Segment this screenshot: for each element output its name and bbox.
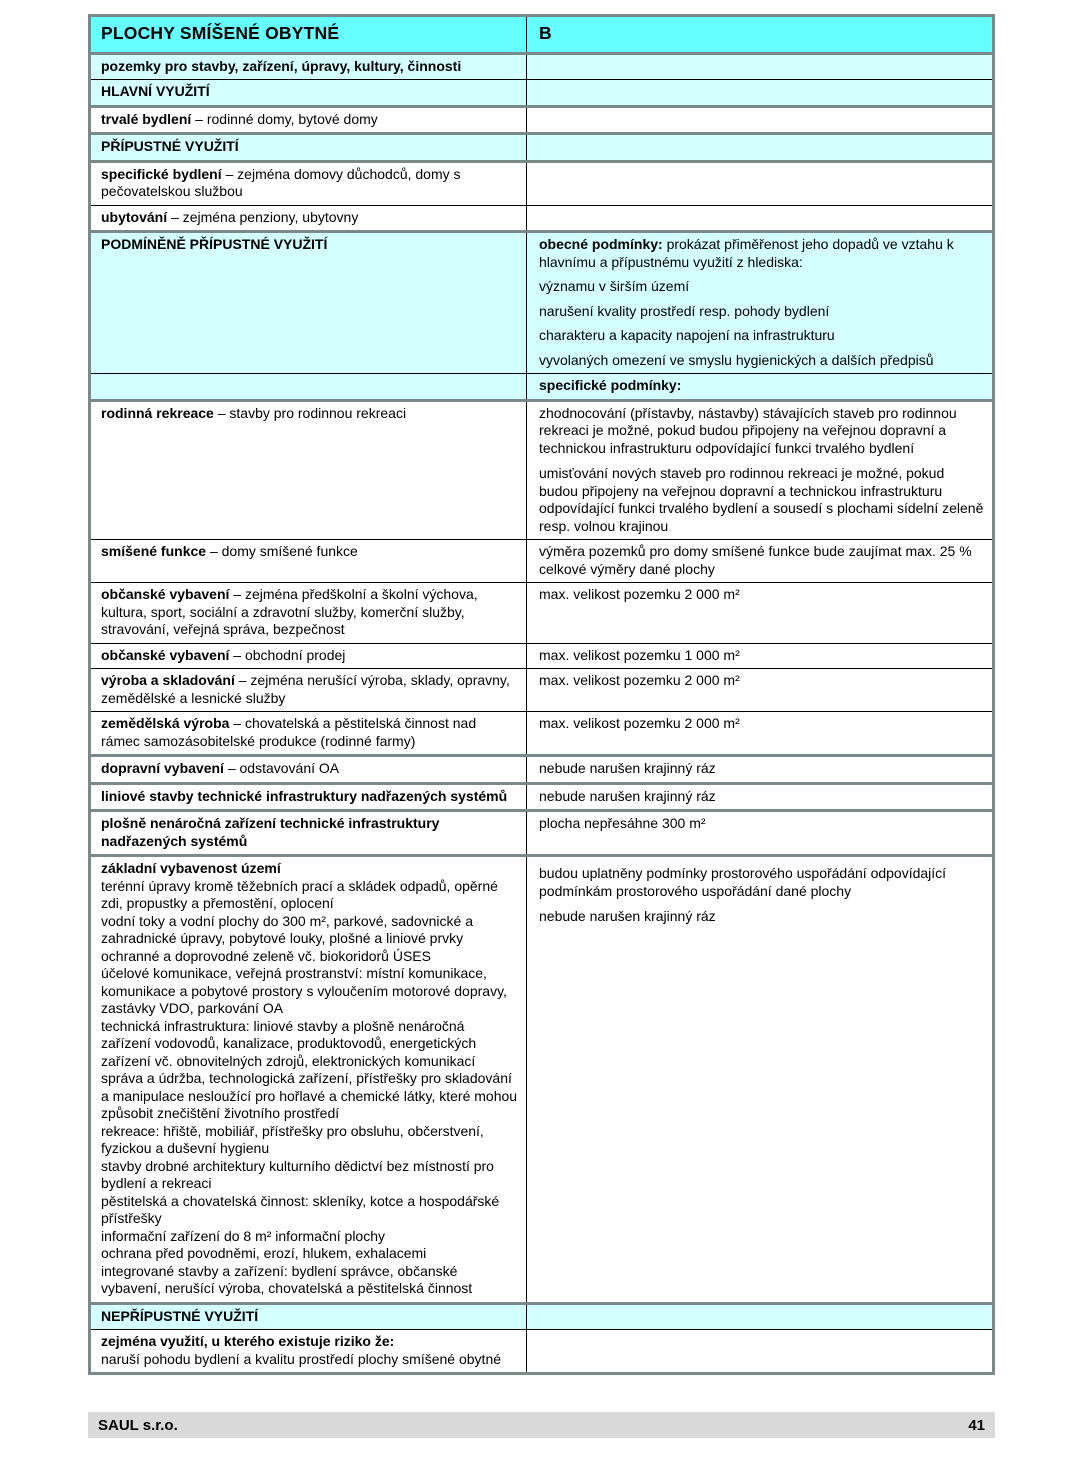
use-label-cell <box>91 1330 527 1372</box>
title-cell <box>91 17 527 52</box>
detail-line: technická infrastruktura: liniové stavby a plošně nenáročná zařízení vodovodů, kanalizace, produktovodů, energetických zařízení vč. obnovitelných zdrojů, elektronických komunikací <box>101 1017 477 1069</box>
condition-text: zhodnocování (přístavby, nástavby) stávajících staveb pro rodinnou rekreaci je možné, pokud budou připojeny na veřejnou dopravní a technickou infrastrukturu odpovídající funkci trvalého bydlení <box>539 404 957 456</box>
use-term: zejména využití, u kterého existuje riziko že: <box>101 1333 395 1350</box>
footer-page-number: 41 <box>968 1416 985 1434</box>
condition-text: plocha nepřesáhne 300 m² <box>539 815 706 832</box>
use-label-cell <box>91 163 527 205</box>
use-term: plošně nenáročná zařízení technické infrastruktury nadřazených systémů <box>101 815 440 849</box>
page-title: PLOCHY SMÍŠENÉ OBYTNÉ <box>101 23 340 43</box>
row-vyroba-skladovani <box>91 668 992 711</box>
use-term: specifické bydlení <box>101 165 222 182</box>
detail-line: účelové komunikace, veřejná prostranství: místní komunikace, komunikace a pobytové prostory s vyloučením motorové dopravy, zastávky VDO, parkování OA <box>101 965 507 1017</box>
condition-desc: prokázat přiměřenost jeho dopadů ve vztahu k hlavnímu a přípustnému využití z hlediska: <box>539 236 954 270</box>
subtitle-cell: pozemky pro stavby, zařízení, úpravy, kultury, činnosti <box>91 55 527 80</box>
obecne-list-item: významu v širším území <box>539 278 690 295</box>
footer-company: SAUL s.r.o. <box>98 1416 178 1434</box>
use-term: liniové stavby technické infrastruktury nadřazených systémů <box>101 787 508 804</box>
condition-text: budou uplatněny podmínky prostorového uspořádání odpovídající podmínkám prostorového uspořádání dané plochy <box>539 865 947 899</box>
row-dopravni-vybaveni <box>91 754 992 782</box>
detail-line: správa a údržba, technologická zařízení, přístřešky pro skladování a manipulace nesloužící pro hořlavé a chemické látky, které mohou způsobit znečištění životního prostředí <box>101 1070 518 1122</box>
empty-cell <box>527 108 992 133</box>
use-label-cell <box>91 108 527 133</box>
condition-text: nebude narušen krajinný ráz <box>539 908 716 925</box>
use-term: zemědělská výroba <box>101 715 230 732</box>
row-zakladni-vybavenost <box>91 854 992 1302</box>
use-desc: – zejména penziony, ubytovny <box>167 208 359 225</box>
section-heading: PŘÍPUSTNÉ VYUŽITÍ <box>91 135 527 160</box>
row-rodinna-rekreace <box>91 399 992 540</box>
use-desc: – obchodní prodej <box>229 646 346 663</box>
use-label-cell <box>91 402 527 540</box>
detail-line: vodní toky a vodní plochy do 300 m², parkové, sadovnické a zahradnické úpravy, pobytové louky, plošné a liniové prvky ochranné a doprovodné zeleně vč. biokoridorů ÚSES <box>101 912 473 964</box>
condition-cell <box>527 785 992 810</box>
detail-line: informační zařízení do 8 m² informační plochy <box>101 1227 386 1244</box>
obecne-list-item: vyvolaných omezení ve smyslu hygienických a dalších předpisů <box>539 351 934 368</box>
condition-cell <box>527 757 992 782</box>
detail-line: pěstitelská a chovatelská činnost: skleníky, kotce a hospodářské přístřešky <box>101 1192 500 1227</box>
detail-line: ochrana před povodněmi, erozí, hlukem, exhalacemi <box>101 1245 427 1262</box>
specificke-podminky-label: specifické podmínky: <box>539 377 682 394</box>
condition-text: nebude narušen krajinný ráz <box>539 787 716 804</box>
use-label-cell <box>91 540 527 582</box>
obecne-list-item: charakteru a kapacity napojení na infrastrukturu <box>539 327 835 344</box>
use-label-cell <box>91 644 527 669</box>
row-subtitle <box>91 52 992 80</box>
row-ubytovani <box>91 205 992 231</box>
detail-line: integrované stavby a zařízení: bydlení správce, občanské vybavení, nerušící výroba, chovatelská a pěstitelská činnost <box>101 1262 473 1297</box>
row-nepripustne-heading <box>91 1302 992 1330</box>
row-obcanske-vybaveni-1 <box>91 582 992 643</box>
condition-cell <box>527 712 992 754</box>
detail-line: stavby drobné architektury kulturního dědictví bez místností pro bydlení a rekreaci <box>101 1157 494 1192</box>
use-desc: – rodinné domy, bytové domy <box>191 110 378 127</box>
row-hlavni-heading <box>91 79 992 105</box>
use-label-cell <box>91 669 527 711</box>
empty-cell <box>527 163 992 205</box>
condition-text: max. velikost pozemku 1 000 m² <box>539 646 740 663</box>
row-specificke-bydleni <box>91 160 992 205</box>
page-footer <box>88 1412 995 1438</box>
use-term: dopravní vybavení <box>101 760 224 777</box>
condition-cell <box>527 540 992 582</box>
use-term: ubytování <box>101 208 168 225</box>
row-smisene-funkce <box>91 539 992 582</box>
zoning-table <box>88 14 995 1375</box>
use-desc: – zejména předškolní a školní výchova, kultura, sport, sociální a zdravotní služby, komerční služby, stravování, veřejná správa, bezpečnost <box>101 586 478 638</box>
row-liniove-stavby <box>91 782 992 810</box>
empty-cell <box>527 55 992 80</box>
condition-cell <box>527 857 992 1302</box>
empty-cell <box>527 1330 992 1372</box>
empty-cell <box>527 1305 992 1330</box>
obecne-list-item: narušení kvality prostředí resp. pohody bydlení <box>539 302 830 319</box>
section-heading: HLAVNÍ VYUŽITÍ <box>91 80 527 105</box>
use-label-cell <box>91 583 527 643</box>
use-desc: – chovatelská a pěstitelská činnost nad rámec samozásobitelské produkce (rodinné farmy) <box>101 715 477 749</box>
empty-cell <box>91 374 527 399</box>
detail-line: rekreace: hřiště, mobiliář, přístřešky pro obsluhu, občerstvení, fyzickou a duševní hygienu <box>101 1122 484 1157</box>
use-label-cell <box>91 812 527 854</box>
row-trvale-bydleni <box>91 105 992 133</box>
use-term: trvalé bydlení <box>101 110 192 127</box>
condition-cell <box>527 812 992 854</box>
row-title <box>91 17 992 52</box>
condition-term: obecné podmínky: <box>539 236 663 253</box>
use-term: občanské vybavení <box>101 646 230 663</box>
obecne-podminky-cell <box>527 233 992 373</box>
code-cell <box>527 17 992 52</box>
condition-cell <box>527 644 992 669</box>
condition-cell <box>527 669 992 711</box>
use-desc: naruší pohodu bydlení a kvalitu prostředí plochy smíšené obytné <box>101 1350 502 1367</box>
empty-cell <box>527 135 992 160</box>
condition-text: výměra pozemků pro domy smíšené funkce bude zaujímat max. 25 % celkové výměry dané plochy <box>539 543 972 577</box>
obecne-podminky-intro <box>539 236 984 271</box>
row-podminene-heading <box>91 230 992 373</box>
condition-text: max. velikost pozemku 2 000 m² <box>539 586 740 603</box>
use-label-cell <box>91 206 527 231</box>
use-desc: – zejména nerušící výroba, sklady, opravny, zemědělské a lesnické služby <box>101 672 510 706</box>
use-desc: – zejména domovy důchodců, domy s pečovatelskou službou <box>101 165 461 200</box>
use-desc: – stavby pro rodinnou rekreaci <box>213 404 407 421</box>
use-term: občanské vybavení <box>101 586 230 603</box>
use-label-cell <box>91 857 527 1302</box>
detail-line: terénní úpravy kromě těžebních prací a skládek odpadů, opěrné zdi, propustky a přemostění, oplocení <box>101 877 498 912</box>
use-label-cell <box>91 712 527 754</box>
section-heading: PODMÍNĚNĚ PŘÍPUSTNÉ VYUŽITÍ <box>91 233 527 373</box>
row-nepripustne-item <box>91 1329 992 1372</box>
empty-cell <box>527 80 992 105</box>
zone-code: B <box>539 23 552 43</box>
use-label-cell <box>91 757 527 782</box>
row-specificke-podminky <box>91 373 992 399</box>
row-obcanske-vybaveni-2 <box>91 643 992 669</box>
condition-text: max. velikost pozemku 2 000 m² <box>539 715 740 732</box>
use-desc: – odstavování OA <box>223 760 340 777</box>
empty-cell <box>527 206 992 231</box>
condition-text: umisťování nových staveb pro rodinnou rekreaci je možné, pokud budou připojeny na veřejnou dopravní a technickou infrastrukturu odpovídající funkci trvalého bydlení a sousedí s plochami sídelní zeleně resp. volnou krajinou <box>539 465 984 534</box>
section-heading: NEPŘÍPUSTNÉ VYUŽITÍ <box>91 1305 527 1330</box>
use-term: smíšené funkce <box>101 543 207 560</box>
condition-cell <box>527 402 992 540</box>
row-zemedelska-vyroba <box>91 711 992 754</box>
use-term: základní vybavenost území <box>101 860 281 877</box>
condition-text: max. velikost pozemku 2 000 m² <box>539 672 740 689</box>
use-label-cell <box>91 785 527 810</box>
row-pripustne-heading <box>91 132 992 160</box>
row-plosne-nenarocna <box>91 809 992 854</box>
condition-text: nebude narušen krajinný ráz <box>539 760 716 777</box>
use-term: rodinná rekreace <box>101 404 214 421</box>
use-term: výroba a skladování <box>101 672 235 689</box>
condition-cell <box>527 583 992 643</box>
use-desc: – domy smíšené funkce <box>206 543 358 560</box>
